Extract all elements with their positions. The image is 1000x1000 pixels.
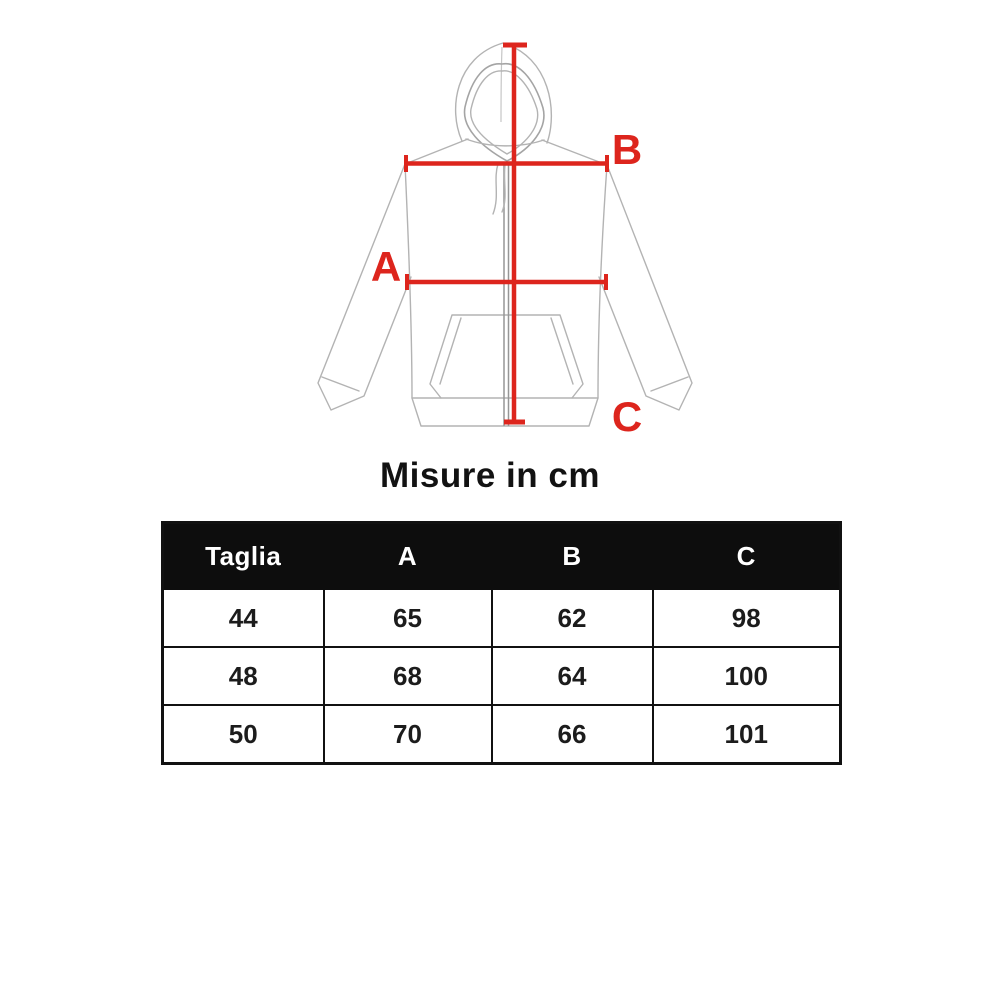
cell-a: 65 <box>324 589 492 647</box>
size-table <box>161 521 842 765</box>
hoodie-measurement-diagram <box>0 0 1000 470</box>
cell-size: 48 <box>163 647 324 705</box>
cell-c: 100 <box>653 647 841 705</box>
hood-seam-line <box>501 47 502 122</box>
table-row <box>163 647 841 705</box>
cell-b: 64 <box>492 647 653 705</box>
header-taglia: Taglia <box>163 523 324 590</box>
pocket-opening-lines <box>440 318 573 384</box>
table-row <box>163 589 841 647</box>
cell-size: 50 <box>163 705 324 764</box>
cell-c: 98 <box>653 589 841 647</box>
cell-a: 70 <box>324 705 492 764</box>
header-a: A <box>324 523 492 590</box>
right-sleeve <box>599 165 692 410</box>
page-title: Misure in cm <box>380 456 600 495</box>
table-header-row <box>163 523 841 590</box>
pocket-outline <box>430 315 583 398</box>
cell-b: 66 <box>492 705 653 764</box>
cell-c: 101 <box>653 705 841 764</box>
cell-a: 68 <box>324 647 492 705</box>
hoodie-outline <box>318 43 692 426</box>
measurement-label-a: A <box>370 243 402 290</box>
cell-b: 62 <box>492 589 653 647</box>
cell-size: 44 <box>163 589 324 647</box>
header-c: C <box>653 523 841 590</box>
measurement-label-c: C <box>611 393 643 440</box>
table-row <box>163 705 841 764</box>
header-b: B <box>492 523 653 590</box>
measurement-label-b: B <box>611 126 643 173</box>
